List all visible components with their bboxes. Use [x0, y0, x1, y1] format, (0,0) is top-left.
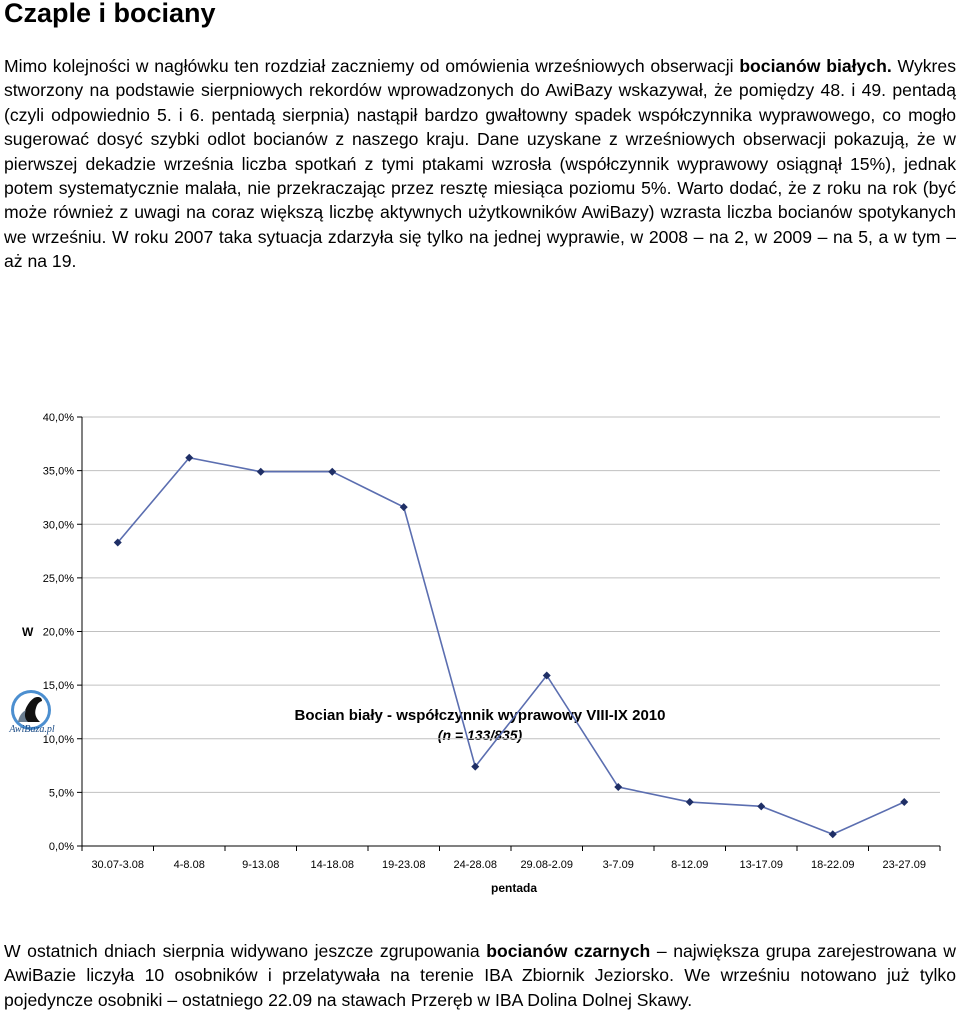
black-stork-paragraph — [4, 939, 956, 1012]
data-point — [757, 802, 765, 810]
text-run: Mimo kolejności w nagłówku ten rozdział zaczniemy od omówienia wrześniowych obserwacji — [4, 56, 740, 76]
x-tick-label: 8-12.09 — [671, 859, 709, 871]
x-tick-label: 29.08-2.09 — [520, 859, 574, 871]
y-tick-label: 10,0% — [42, 733, 74, 746]
y-tick-label: 5,0% — [48, 787, 74, 800]
x-tick-label: 9-13.08 — [242, 859, 280, 871]
text-run: Wykres stworzony na podstawie sierpniowych rekordów wprowadzonych do AwiBazy wskazywał, że pomiędzy 48. i 49. pentadą (czyli odpowiednio 5. i 6. pentadą sierpnia) nastąpił bardzo gwałtowny spadek współczynnika wyprawowego, co mogło sugerować dosyć szybki odlot bocianów z naszego kraju. Dane uzyskane z wrześniowych obserwacji pokazują, że w pierwszej dekadzie września liczba spotkań z tymi ptakami wzrosła (współczynnik wyprawowy osiągnął 15%), jednak potem systematycznie malała, nie przekraczając przez resztę miesiąca poziomu 5%. Warto dodać, że z roku na rok (być może również z uwagi na coraz większą liczbę aktywnych użytkowników AwiBazy) wzrasta liczba bocianów spotykanych we wrześniu. W roku 2007 taka sytuacja zdarzyła się tylko na jednej wyprawie, w 2008 – na 2, w 2009 – na 5, a w tym – aż na 19. — [4, 56, 956, 272]
y-tick-label: 25,0% — [42, 572, 74, 585]
x-tick-label: 13-17.09 — [739, 859, 783, 871]
logo-text: AwiBaza.pl — [9, 724, 55, 735]
y-tick-label: 40,0% — [42, 412, 74, 424]
line-chart — [0, 300, 960, 930]
text-run-bold: bocianów białych. — [739, 56, 892, 76]
text-run-bold: bocianów czarnych — [486, 941, 651, 961]
series-line — [118, 458, 905, 834]
data-point — [900, 798, 908, 806]
chart-title: Bocian biały - współczynnik wyprawowy VIII-IX 2010 — [294, 707, 666, 724]
text-run: – największa grupa zarejestrowana w AwiBazie liczyła 10 osobników i przelatywała na terenie IBA Zbiornik Jeziorsko. We wrześniu notowano już tylko pojedyncze osobniki – ostatniego 22.09 na stawach Przeręb w IBA Dolina Dolnej Skawy. — [4, 941, 957, 1010]
text-run: W ostatnich dniach sierpnia widywano jeszcze zgrupowania — [4, 941, 487, 961]
data-point — [614, 783, 622, 791]
x-tick-label: 19-23.08 — [382, 859, 426, 871]
x-tick-label: 4-8.08 — [173, 859, 205, 871]
y-tick-label: 15,0% — [42, 680, 74, 693]
y-tick-label: 35,0% — [42, 465, 74, 478]
x-tick-label: 24-28.08 — [453, 859, 497, 871]
data-point — [686, 798, 694, 806]
x-tick-label: 3-7.09 — [602, 859, 634, 871]
intro-paragraph — [4, 54, 956, 274]
x-tick-label: 14-18.08 — [310, 859, 354, 871]
y-axis-label: W — [22, 625, 34, 639]
x-tick-label: 23-27.09 — [882, 859, 926, 871]
y-tick-label: 20,0% — [42, 626, 74, 639]
page-title: Czaple i bociany — [4, 0, 216, 28]
x-axis-label: pentada — [490, 881, 538, 895]
x-tick-label: 18-22.09 — [811, 859, 855, 871]
x-tick-label: 30.07-3.08 — [91, 859, 145, 871]
chart-subtitle: (n = 133/835) — [437, 727, 523, 743]
data-point — [328, 468, 336, 476]
data-point — [829, 830, 837, 838]
y-tick-label: 30,0% — [42, 519, 74, 532]
data-point — [257, 468, 265, 476]
data-point — [400, 503, 408, 511]
y-tick-label: 0,0% — [48, 841, 74, 853]
